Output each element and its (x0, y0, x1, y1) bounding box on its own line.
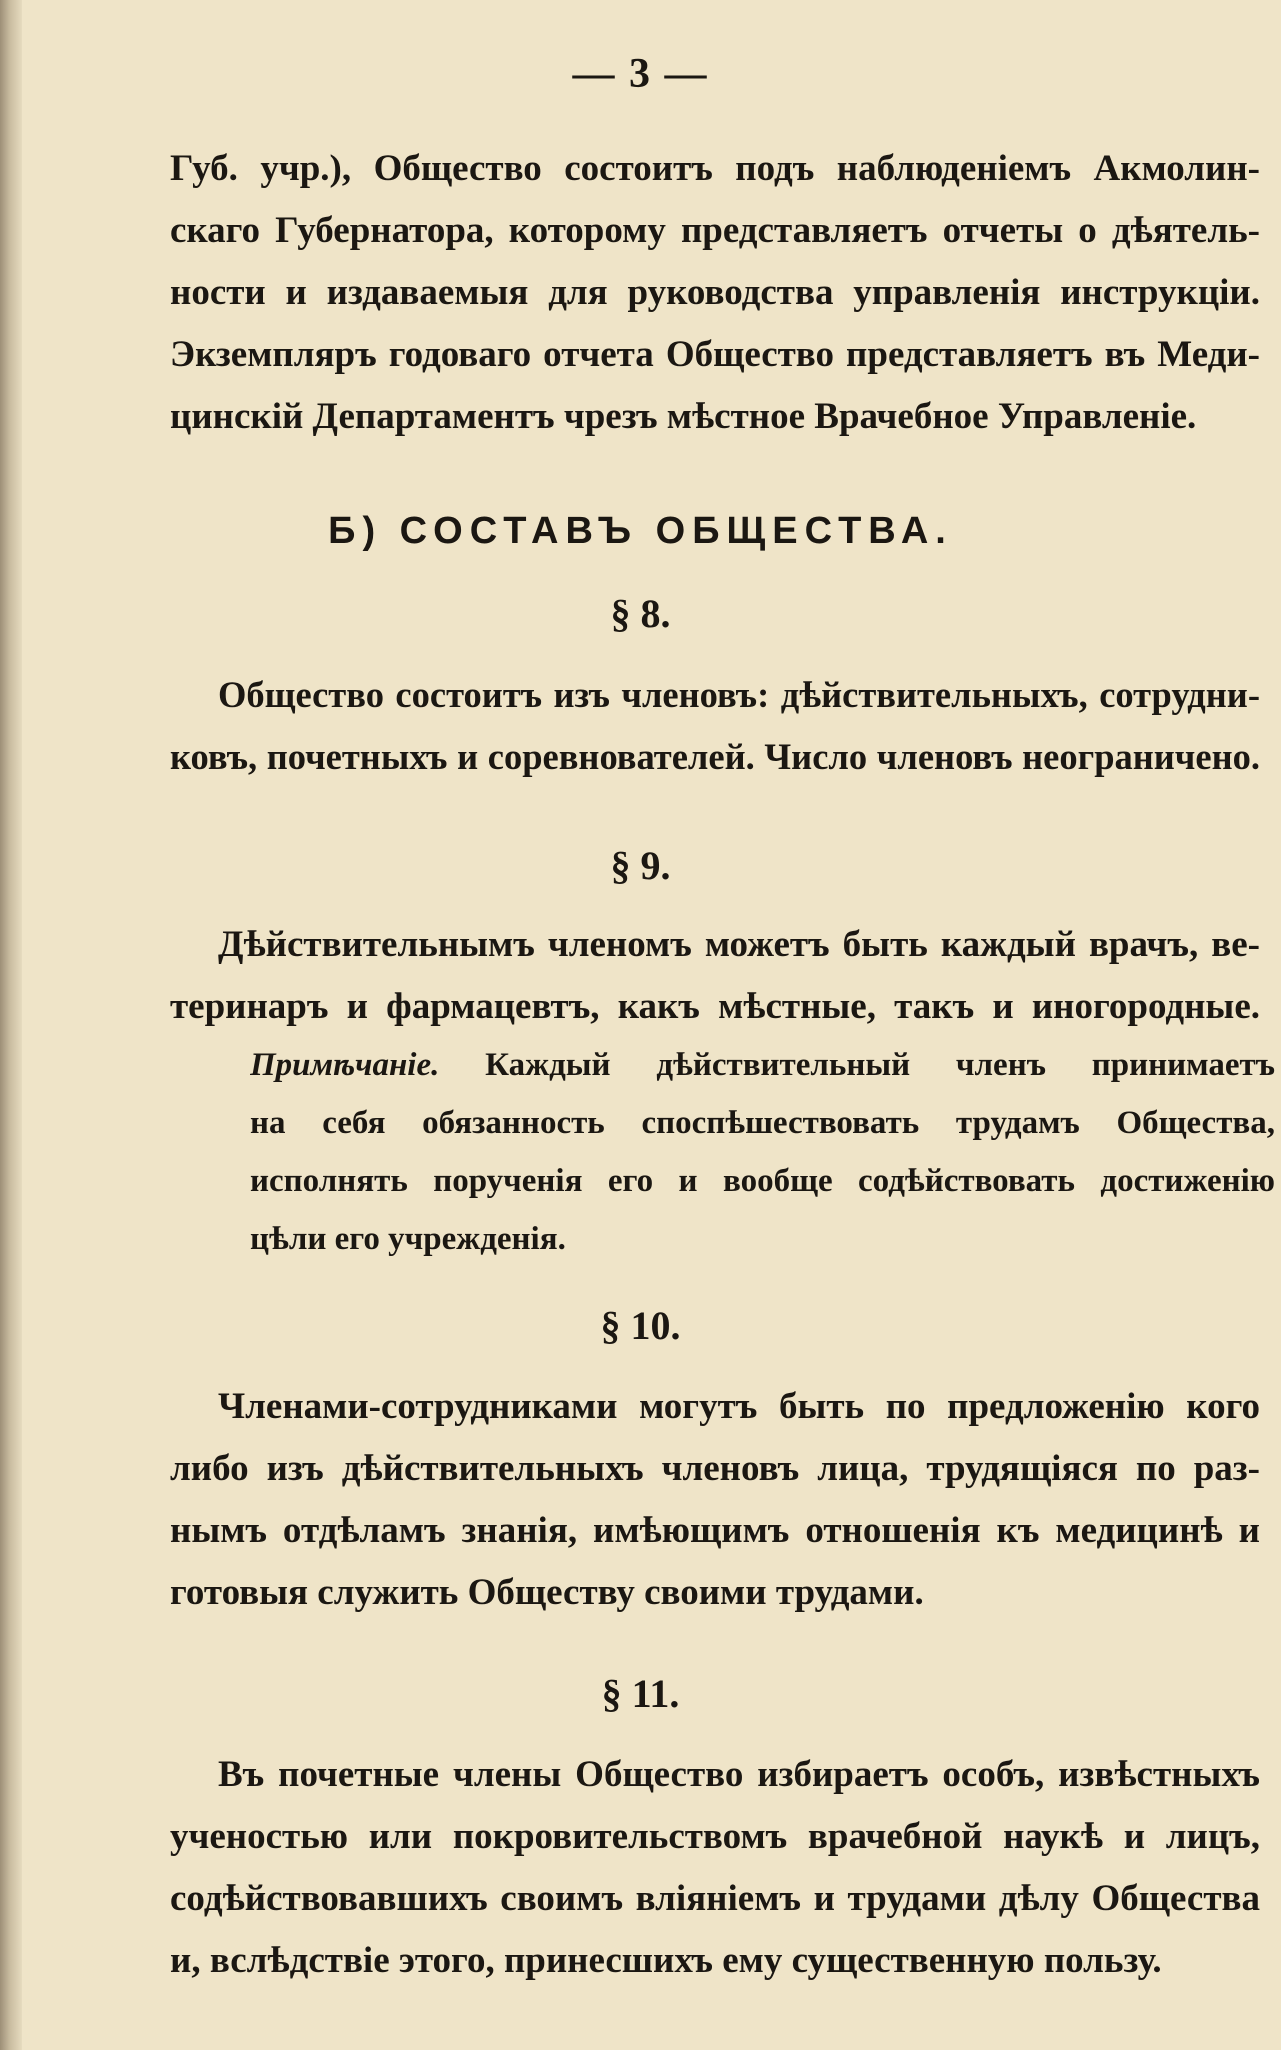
text-line: исполнять порученія его и вообще содѣйствовать достиженію (250, 1163, 1275, 1199)
text-line: либо изъ дѣйствительныхъ членовъ лица, трудящіяся по раз- (170, 1448, 1260, 1489)
paragraph-9-note (250, 1036, 1275, 1268)
text-line: ности и издаваемыя для руководства управленія инструкціи. (170, 272, 1260, 313)
text-line: ученостью или покровительствомъ врачебной наукѣ и лицъ, (170, 1816, 1260, 1857)
page-number: — 3 — (572, 51, 709, 97)
paragraph-11 (170, 1744, 1260, 1992)
text-line: Дѣйствительнымъ членомъ можетъ быть каждый врачъ, ве- (218, 924, 1260, 965)
text-line: на себя обязанность споспѣшествовать трудамъ Общества, (250, 1105, 1275, 1141)
text-line: Членами-сотрудниками могутъ быть по предложенію кого (218, 1386, 1260, 1427)
note-text: Каждый дѣйствительный членъ принимаетъ (485, 1047, 1275, 1083)
section-heading: Б) СОСТАВЪ ОБЩЕСТВА. (328, 510, 953, 552)
note-first-line (250, 1036, 1275, 1094)
intro-paragraph (170, 138, 1260, 448)
text-line: содѣйствовавшихъ своимъ вліяніемъ и трудами дѣлу Общества (170, 1878, 1260, 1919)
page-binding-shadow (0, 0, 22, 2050)
note-label: Примѣчаніе. (250, 1047, 440, 1083)
paragraph-mark-9: § 9. (610, 843, 671, 888)
paragraph-mark-8: § 8. (610, 591, 671, 636)
text-line: цѣли его учрежденія. (250, 1221, 566, 1257)
paragraph-mark-11: § 11. (601, 1671, 680, 1716)
paragraph-10 (170, 1376, 1260, 1624)
text-line: Губ. учр.), Общество состоитъ подъ наблюденіемъ Акмолин- (170, 148, 1260, 189)
paragraph-8 (170, 664, 1260, 788)
text-line: Экземпляръ годоваго отчета Общество представляетъ въ Меди- (170, 334, 1260, 375)
text-line: нымъ отдѣламъ знанія, имѣющимъ отношенія къ медицинѣ и (170, 1510, 1260, 1551)
text-line: теринаръ и фармацевтъ, какъ мѣстные, такъ и иногородные. (170, 986, 1260, 1027)
text-line: готовыя служить Обществу своими трудами. (170, 1572, 924, 1613)
text-line: Въ почетные члены Общество избираетъ особъ, извѣстныхъ (218, 1754, 1260, 1795)
text-line: и, вслѣдствіе этого, принесшихъ ему существенную пользу. (170, 1940, 1162, 1981)
paragraph-9 (170, 914, 1260, 1038)
text-line: ковъ, почетныхъ и соревнователей. Число членовъ неограничено. (170, 736, 1260, 777)
paragraph-mark-10: § 10. (600, 1303, 681, 1348)
text-line: цинскій Департаментъ чрезъ мѣстное Врачебное Управленіе. (170, 396, 1197, 437)
text-line: скаго Губернатора, которому представляетъ отчеты о дѣятель- (170, 210, 1260, 251)
text-line: Общество состоитъ изъ членовъ: дѣйствительныхъ, сотрудни- (218, 674, 1260, 715)
